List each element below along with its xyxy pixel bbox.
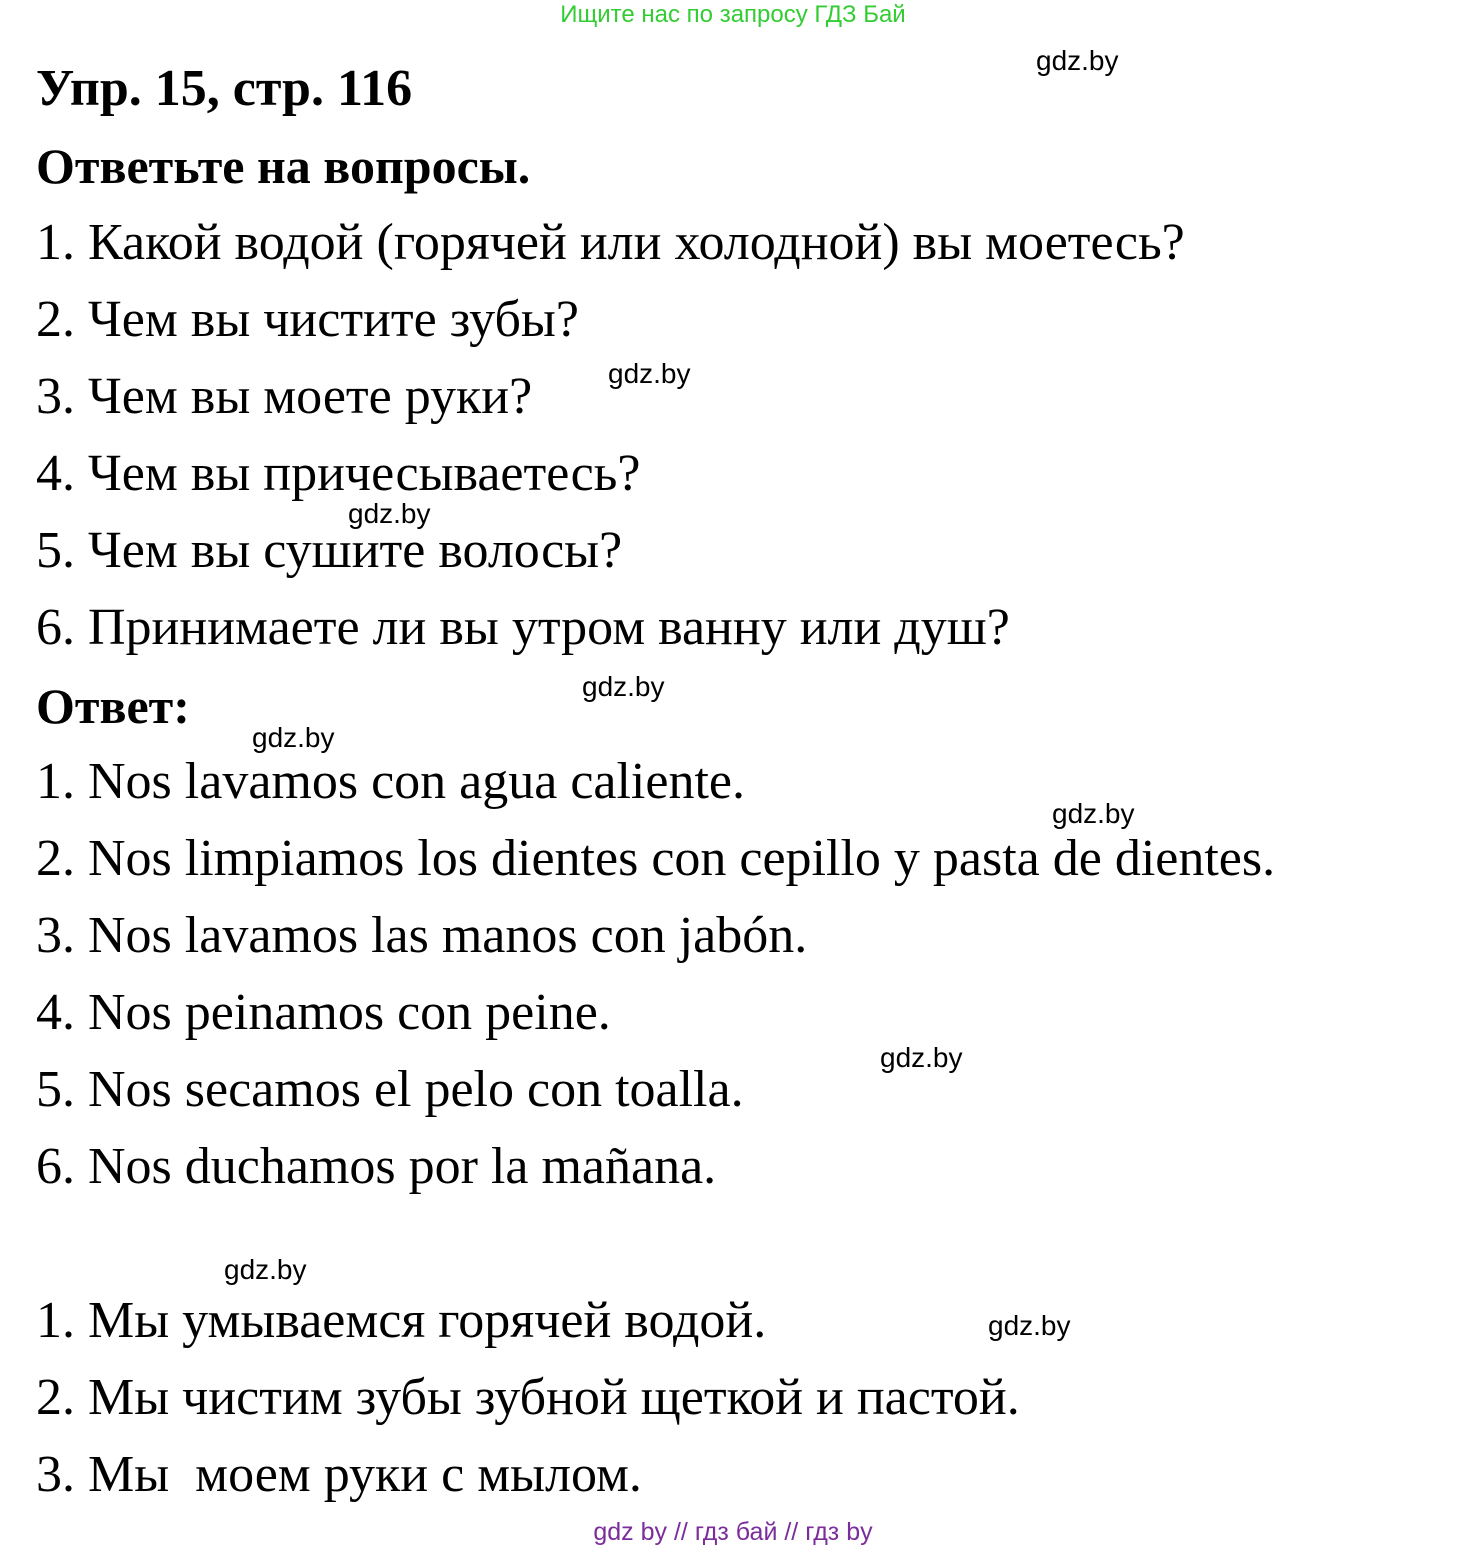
- watermark: gdz.by: [1036, 45, 1119, 76]
- answer-es-3: 3. Nos lavamos las manos con jabón.: [36, 907, 808, 964]
- answer-ru-3: 3. Мы моем руки с мылом.: [36, 1446, 642, 1503]
- watermark: gdz.by: [348, 498, 431, 529]
- watermark: gdz.by: [608, 358, 691, 389]
- watermark: gdz.by: [988, 1310, 1071, 1341]
- question-5: 5. Чем вы сушите волосы?: [36, 522, 623, 579]
- watermark: gdz.by: [252, 722, 335, 753]
- answer-heading: Ответ:: [36, 678, 190, 734]
- answer-es-6: 6. Nos duchamos por la mañana.: [36, 1138, 717, 1195]
- answer-es-2: 2. Nos limpiamos los dientes con cepillo y pasta de dientes.: [36, 830, 1276, 887]
- answer-es-5: 5. Nos secamos el pelo con toalla.: [36, 1061, 744, 1118]
- exercise-instruction: Ответьте на вопросы.: [36, 138, 531, 194]
- answer-es-4: 4. Nos peinamos con peine.: [36, 984, 611, 1041]
- question-3: 3. Чем вы моете руки?: [36, 368, 533, 425]
- answer-es-1: 1. Nos lavamos con agua caliente.: [36, 753, 745, 810]
- question-6: 6. Принимаете ли вы утром ванну или душ?: [36, 599, 1010, 656]
- watermark: gdz.by: [880, 1042, 963, 1073]
- question-2: 2. Чем вы чистите зубы?: [36, 291, 579, 348]
- answer-ru-1: 1. Мы умываемся горячей водой.: [36, 1292, 767, 1349]
- footer-watermark: gdz by // гдз бай // гдз by: [593, 1518, 873, 1546]
- question-4: 4. Чем вы причесываетесь?: [36, 445, 641, 502]
- watermark: gdz.by: [1052, 798, 1135, 829]
- top-banner: Ищите нас по запросу ГДЗ Бай: [560, 1, 906, 28]
- watermark: gdz.by: [224, 1254, 307, 1285]
- question-1: 1. Какой водой (горячей или холодной) вы моетесь?: [36, 214, 1185, 271]
- exercise-title: Упр. 15, стр. 116: [36, 60, 413, 117]
- watermark: gdz.by: [582, 671, 665, 702]
- answer-ru-2: 2. Мы чистим зубы зубной щеткой и пастой.: [36, 1369, 1020, 1426]
